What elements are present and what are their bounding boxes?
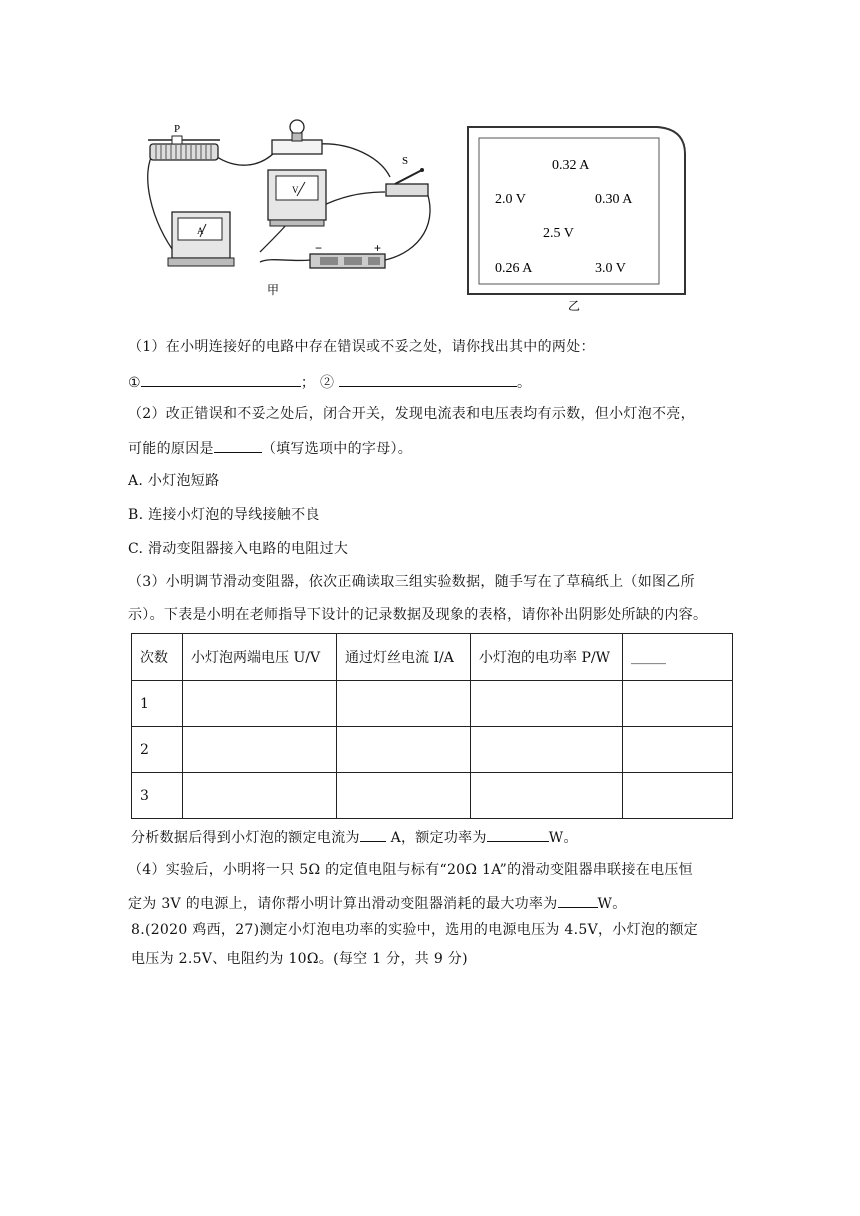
- voltmeter-label: V: [292, 185, 299, 195]
- answer-blank-max-power[interactable]: [558, 893, 598, 908]
- answer-mark-2: ②: [319, 375, 335, 391]
- table-header-row: [132, 634, 733, 681]
- question-4-prompt: 定为 3V 的电源上，请你帮小明计算出滑动变阻器消耗的最大功率为: [128, 896, 558, 912]
- table-cell[interactable]: [623, 773, 733, 819]
- draft-note-3: 0.30 A: [595, 192, 633, 207]
- table-cell[interactable]: [623, 727, 733, 773]
- question-2-prompt: 可能的原因是: [128, 441, 214, 457]
- table-cell[interactable]: [183, 773, 337, 819]
- draft-note-1: 0.32 A: [552, 158, 590, 173]
- question-4-line-2: [128, 893, 627, 913]
- answer-blank-rated-power[interactable]: [487, 827, 549, 842]
- voltmeter: [268, 170, 326, 226]
- record-table: [131, 633, 733, 819]
- table-cell[interactable]: [623, 681, 733, 727]
- draft-paper-figure-yi: [465, 124, 690, 314]
- option-b: B. 连接小灯泡的导线接触不良: [128, 507, 320, 523]
- table-cell[interactable]: [183, 727, 337, 773]
- option-c: C. 滑动变阻器接入电路的电阻过大: [128, 541, 349, 557]
- table-cell[interactable]: [471, 727, 623, 773]
- header-current: 通过灯丝电流 I/A: [337, 634, 471, 681]
- table-row: [132, 727, 733, 773]
- question-8-line-1: 8.(2020 鸡西，27)测定小灯泡电功率的实验中，选用的电源电压为 4.5V，小灯泡的额定: [131, 922, 699, 938]
- rated-current-prompt: 分析数据后得到小灯泡的额定电流为: [131, 830, 360, 846]
- answer-mark-1: ①: [128, 375, 141, 391]
- draft-note-5: 0.26 A: [495, 261, 533, 276]
- battery: [310, 254, 385, 268]
- circuit-figure-jia: [140, 112, 440, 302]
- header-voltage: 小灯泡两端电压 U/V: [183, 634, 337, 681]
- table-cell[interactable]: [337, 773, 471, 819]
- option-a: A. 小灯泡短路: [128, 473, 220, 489]
- period: 。: [517, 375, 532, 391]
- answer-blank-2[interactable]: [339, 372, 517, 387]
- rheostat: [148, 136, 220, 160]
- table-cell[interactable]: [471, 773, 623, 819]
- table-row: [132, 773, 733, 819]
- battery-minus: −: [315, 241, 323, 255]
- unit-w: W。: [548, 830, 578, 846]
- lamp: [272, 120, 322, 154]
- ammeter-label: A: [197, 226, 204, 236]
- ammeter: [168, 212, 234, 266]
- figure-label-yi: 乙: [568, 299, 581, 313]
- answer-blank-1[interactable]: [141, 372, 301, 387]
- trial-number: 2: [132, 727, 183, 773]
- switch: [386, 168, 428, 196]
- table-cell[interactable]: [337, 727, 471, 773]
- question-3-after: [131, 827, 578, 847]
- separator: ；: [300, 375, 316, 391]
- question-2-hint: （填写选项中的字母）。: [261, 441, 413, 457]
- table-row: [132, 681, 733, 727]
- unit-w: W。: [597, 896, 627, 912]
- answer-blank-rated-current[interactable]: [360, 827, 386, 842]
- table-cell[interactable]: [471, 681, 623, 727]
- header-power: 小灯泡的电功率 P/W: [471, 634, 623, 681]
- rated-power-prompt: A，额定功率为: [385, 830, 487, 846]
- draft-note-6: 3.0 V: [595, 261, 626, 276]
- battery-plus: +: [374, 241, 382, 255]
- figure-label-jia: 甲: [267, 283, 280, 297]
- draft-note-2: 2.0 V: [495, 192, 526, 207]
- header-missing[interactable]: _____: [623, 634, 733, 681]
- question-2-line-1: （2）改正错误和不妥之处后，闭合开关，发现电流表和电压表均有示数，但小灯泡不亮，: [128, 406, 695, 422]
- draft-note-4: 2.5 V: [543, 226, 574, 241]
- answer-blank-q2[interactable]: [214, 438, 262, 453]
- table-cell[interactable]: [337, 681, 471, 727]
- trial-number: 1: [132, 681, 183, 727]
- trial-number: 3: [132, 773, 183, 819]
- header-trial: 次数: [132, 634, 183, 681]
- table-cell[interactable]: [183, 681, 337, 727]
- question-3-line-1: （3）小明调节滑动变阻器，依次正确读取三组实验数据，随手写在了草稿纸上（如图乙所: [128, 574, 695, 590]
- question-3-line-2: 示）。下表是小明在老师指导下设计的记录数据及现象的表格，请你补出阴影处所缺的内容。: [128, 607, 708, 623]
- slider-label-p: P: [174, 123, 181, 135]
- question-1-answers: [128, 372, 531, 392]
- question-1-text: （1）在小明连接好的电路中存在错误或不妥之处，请你找出其中的两处：: [128, 339, 595, 355]
- question-4-line-1: （4）实验后，小明将一只 5Ω 的定值电阻与标有“20Ω 1A”的滑动变阻器串联接在电压恒: [128, 862, 693, 878]
- question-8-line-2: 电压为 2.5V、电阻约为 10Ω。(每空 1 分，共 9 分): [131, 951, 468, 967]
- question-2-line-2: [128, 438, 412, 458]
- switch-label-s: S: [402, 155, 409, 167]
